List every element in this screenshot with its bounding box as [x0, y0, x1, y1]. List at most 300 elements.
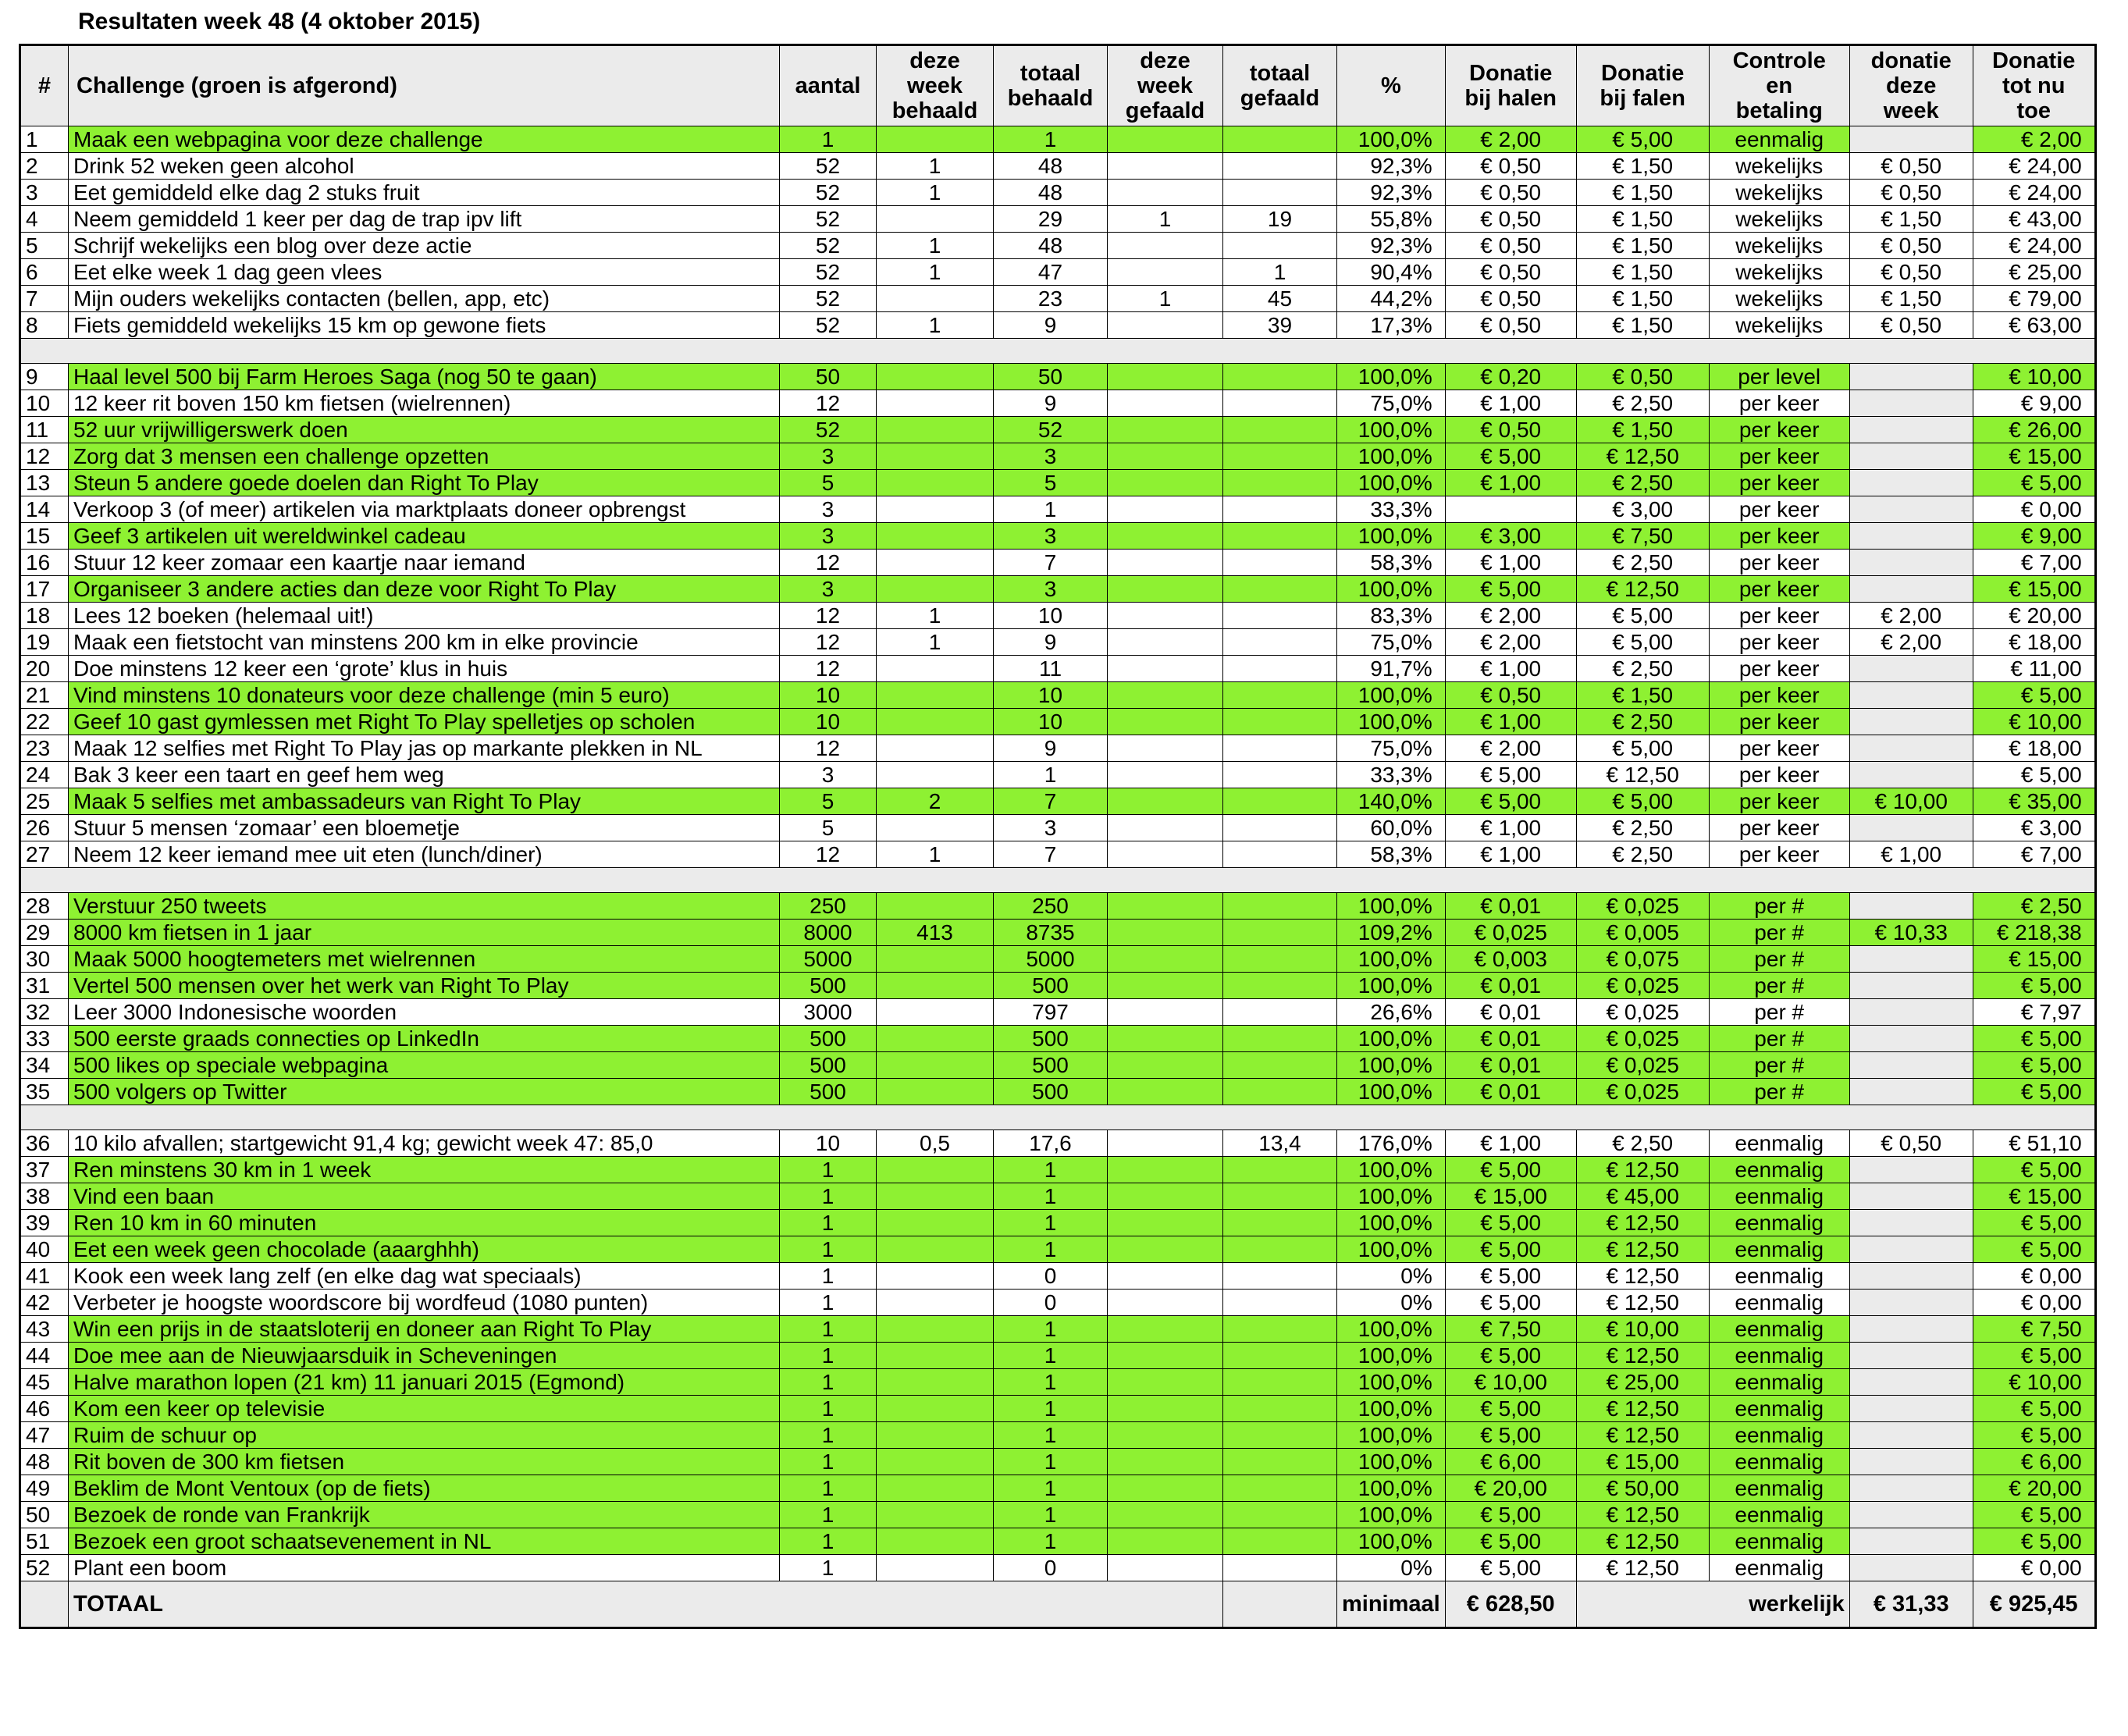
cell-donatie-falen: € 15,00: [1576, 1449, 1709, 1475]
cell-controle: per keer: [1709, 603, 1849, 629]
cell-aantal: 1: [780, 1528, 877, 1555]
cell-aantal: 12: [780, 629, 877, 656]
cell-donatie-falen: € 12,50: [1576, 1422, 1709, 1449]
table-header: [20, 45, 2096, 126]
cell-challenge: Maak een webpagina voor deze challenge: [69, 126, 780, 153]
cell-percentage: 33,3%: [1337, 496, 1446, 523]
table-row: [20, 576, 2096, 603]
cell-donatie-falen: € 50,00: [1576, 1475, 1709, 1502]
cell-nr: 6: [20, 259, 69, 286]
cell-donatie-halen: € 2,00: [1445, 126, 1576, 153]
cell-tot-nu-toe: € 5,00: [1973, 1052, 2095, 1079]
header-line: toe: [2016, 98, 2051, 123]
cell-week-gefaald: [1108, 470, 1223, 496]
cell-donatie-week: [1849, 443, 1973, 470]
cell-challenge: 12 keer rit boven 150 km fietsen (wielrennen): [69, 390, 780, 417]
cell-donatie-week: [1849, 126, 1973, 153]
cell-donatie-week: [1849, 1369, 1973, 1396]
cell-totaal-behaald: 500: [994, 1026, 1108, 1052]
cell-totaal-behaald: 1: [994, 1475, 1108, 1502]
cell-totaal-behaald: 7: [994, 788, 1108, 815]
table-row: [20, 735, 2096, 762]
cell-totaal-gefaald: [1223, 893, 1337, 920]
cell-week-gefaald: [1108, 364, 1223, 390]
cell-nr: 50: [20, 1502, 69, 1528]
cell-aantal: 1: [780, 1210, 877, 1236]
cell-donatie-halen: € 0,50: [1445, 180, 1576, 206]
table-row: [20, 893, 2096, 920]
cell-tot-nu-toe: € 5,00: [1973, 1236, 2095, 1263]
header-line: Challenge (groen is afgerond): [77, 73, 397, 98]
cell-donatie-falen: € 0,025: [1576, 999, 1709, 1026]
cell-tot-nu-toe: € 20,00: [1973, 1475, 2095, 1502]
cell-controle: per keer: [1709, 523, 1849, 550]
cell-donatie-falen: € 2,50: [1576, 656, 1709, 682]
cell-percentage: 100,0%: [1337, 443, 1446, 470]
header-line: en: [1766, 73, 1793, 98]
cell-percentage: 58,3%: [1337, 550, 1446, 576]
totals-blank: [1223, 1581, 1337, 1628]
cell-aantal: 1: [780, 1475, 877, 1502]
cell-totaal-behaald: 500: [994, 1052, 1108, 1079]
cell-week-gefaald: [1108, 1528, 1223, 1555]
cell-controle: per keer: [1709, 788, 1849, 815]
cell-controle: eenmalig: [1709, 1236, 1849, 1263]
cell-challenge: Maak 5 selfies met ambassadeurs van Right To Play: [69, 788, 780, 815]
cell-totaal-behaald: 48: [994, 153, 1108, 180]
cell-challenge: Vind een baan: [69, 1183, 780, 1210]
cell-donatie-week: € 1,50: [1849, 286, 1973, 312]
cell-week-gefaald: [1108, 1263, 1223, 1290]
table-row: [20, 920, 2096, 946]
cell-donatie-falen: € 1,50: [1576, 259, 1709, 286]
cell-nr: 11: [20, 417, 69, 443]
cell-nr: 27: [20, 841, 69, 868]
cell-week-gefaald: [1108, 153, 1223, 180]
table-row: [20, 206, 2096, 233]
cell-challenge: Maak een fietstocht van minstens 200 km in elke provincie: [69, 629, 780, 656]
cell-challenge: Steun 5 andere goede doelen dan Right To Play: [69, 470, 780, 496]
cell-donatie-falen: € 10,00: [1576, 1316, 1709, 1343]
header-deze-week-behaald: [877, 45, 994, 126]
cell-week-gefaald: [1108, 576, 1223, 603]
cell-challenge: Vind minstens 10 donateurs voor deze challenge (min 5 euro): [69, 682, 780, 709]
cell-donatie-week: [1849, 470, 1973, 496]
cell-week-behaald: [877, 1079, 994, 1105]
cell-totaal-gefaald: [1223, 1157, 1337, 1183]
table-row: [20, 788, 2096, 815]
cell-tot-nu-toe: € 15,00: [1973, 443, 2095, 470]
cell-donatie-falen: € 12,50: [1576, 1157, 1709, 1183]
cell-nr: 41: [20, 1263, 69, 1290]
header-line: totaal: [1249, 61, 1311, 86]
cell-week-gefaald: [1108, 1475, 1223, 1502]
cell-totaal-gefaald: [1223, 153, 1337, 180]
cell-controle: eenmalig: [1709, 1422, 1849, 1449]
cell-totaal-behaald: 0: [994, 1555, 1108, 1581]
cell-tot-nu-toe: € 5,00: [1973, 1396, 2095, 1422]
cell-tot-nu-toe: € 7,00: [1973, 841, 2095, 868]
table-row: [20, 1528, 2096, 1555]
cell-week-behaald: [877, 1316, 994, 1343]
cell-percentage: 100,0%: [1337, 1528, 1446, 1555]
cell-controle: per keer: [1709, 417, 1849, 443]
cell-controle: wekelijks: [1709, 259, 1849, 286]
cell-donatie-halen: € 0,20: [1445, 364, 1576, 390]
cell-donatie-halen: € 5,00: [1445, 788, 1576, 815]
cell-donatie-falen: € 12,50: [1576, 1210, 1709, 1236]
cell-percentage: 100,0%: [1337, 1236, 1446, 1263]
cell-week-behaald: 2: [877, 788, 994, 815]
cell-controle: eenmalig: [1709, 1263, 1849, 1290]
cell-donatie-week: [1849, 893, 1973, 920]
cell-donatie-week: [1849, 1026, 1973, 1052]
header-line: Donatie: [1992, 48, 2076, 73]
cell-challenge: 10 kilo afvallen; startgewicht 91,4 kg; gewicht week 47: 85,0: [69, 1130, 780, 1157]
cell-nr: 29: [20, 920, 69, 946]
cell-totaal-behaald: 10: [994, 682, 1108, 709]
cell-nr: 34: [20, 1052, 69, 1079]
cell-controle: per keer: [1709, 470, 1849, 496]
header-line: deze: [1140, 48, 1190, 73]
cell-donatie-falen: € 2,50: [1576, 815, 1709, 841]
cell-donatie-falen: € 1,50: [1576, 180, 1709, 206]
cell-challenge: 500 likes op speciale webpagina: [69, 1052, 780, 1079]
cell-nr: 43: [20, 1316, 69, 1343]
header-line: Donatie: [1601, 61, 1685, 86]
cell-challenge: Ren minstens 30 km in 1 week: [69, 1157, 780, 1183]
cell-controle: wekelijks: [1709, 180, 1849, 206]
cell-aantal: 500: [780, 1079, 877, 1105]
cell-donatie-halen: € 5,00: [1445, 1290, 1576, 1316]
cell-totaal-gefaald: [1223, 496, 1337, 523]
cell-tot-nu-toe: € 43,00: [1973, 206, 2095, 233]
cell-donatie-week: [1849, 1555, 1973, 1581]
cell-totaal-gefaald: [1223, 946, 1337, 973]
cell-week-behaald: 1: [877, 180, 994, 206]
cell-donatie-halen: € 0,01: [1445, 973, 1576, 999]
cell-nr: 47: [20, 1422, 69, 1449]
cell-totaal-gefaald: [1223, 629, 1337, 656]
cell-week-behaald: [877, 1343, 994, 1369]
header-donatie-bij-halen: [1445, 45, 1576, 126]
cell-percentage: 100,0%: [1337, 1183, 1446, 1210]
cell-nr: 13: [20, 470, 69, 496]
cell-totaal-behaald: 5000: [994, 946, 1108, 973]
cell-controle: per keer: [1709, 496, 1849, 523]
cell-totaal-gefaald: [1223, 1369, 1337, 1396]
cell-aantal: 52: [780, 417, 877, 443]
cell-donatie-halen: € 1,00: [1445, 841, 1576, 868]
cell-totaal-gefaald: [1223, 1210, 1337, 1236]
cell-donatie-week: € 10,00: [1849, 788, 1973, 815]
cell-aantal: 12: [780, 841, 877, 868]
cell-totaal-gefaald: 13,4: [1223, 1130, 1337, 1157]
table-row: [20, 470, 2096, 496]
cell-challenge: Mijn ouders wekelijks contacten (bellen, app, etc): [69, 286, 780, 312]
totals-spacer: [20, 1581, 69, 1628]
cell-totaal-gefaald: [1223, 735, 1337, 762]
cell-totaal-behaald: 48: [994, 180, 1108, 206]
cell-totaal-behaald: 29: [994, 206, 1108, 233]
table-row: [20, 1555, 2096, 1581]
cell-donatie-falen: € 0,50: [1576, 364, 1709, 390]
cell-week-behaald: 1: [877, 233, 994, 259]
cell-totaal-behaald: 1: [994, 1183, 1108, 1210]
cell-nr: 12: [20, 443, 69, 470]
cell-percentage: 44,2%: [1337, 286, 1446, 312]
cell-aantal: 5: [780, 788, 877, 815]
cell-donatie-halen: € 1,00: [1445, 470, 1576, 496]
cell-aantal: 52: [780, 312, 877, 339]
cell-challenge: Doe minstens 12 keer een ‘grote’ klus in huis: [69, 656, 780, 682]
cell-totaal-gefaald: [1223, 364, 1337, 390]
cell-percentage: 100,0%: [1337, 523, 1446, 550]
cell-donatie-week: [1849, 762, 1973, 788]
cell-totaal-gefaald: [1223, 603, 1337, 629]
cell-donatie-falen: € 0,025: [1576, 893, 1709, 920]
cell-aantal: 1: [780, 1449, 877, 1475]
cell-donatie-week: [1849, 1052, 1973, 1079]
cell-nr: 30: [20, 946, 69, 973]
cell-nr: 35: [20, 1079, 69, 1105]
cell-nr: 16: [20, 550, 69, 576]
cell-donatie-week: [1849, 1449, 1973, 1475]
cell-aantal: 12: [780, 735, 877, 762]
cell-nr: 24: [20, 762, 69, 788]
cell-donatie-week: € 0,50: [1849, 1130, 1973, 1157]
cell-totaal-gefaald: [1223, 1263, 1337, 1290]
cell-donatie-halen: € 0,50: [1445, 233, 1576, 259]
cell-week-gefaald: [1108, 1555, 1223, 1581]
cell-totaal-gefaald: [1223, 576, 1337, 603]
cell-totaal-behaald: 9: [994, 390, 1108, 417]
cell-controle: eenmalig: [1709, 1290, 1849, 1316]
cell-week-behaald: [877, 364, 994, 390]
cell-aantal: 12: [780, 390, 877, 417]
cell-controle: eenmalig: [1709, 1449, 1849, 1475]
cell-donatie-falen: € 1,50: [1576, 417, 1709, 443]
cell-controle: per keer: [1709, 841, 1849, 868]
table-row: [20, 603, 2096, 629]
cell-donatie-falen: € 2,50: [1576, 550, 1709, 576]
cell-challenge: Zorg dat 3 mensen een challenge opzetten: [69, 443, 780, 470]
cell-totaal-gefaald: [1223, 390, 1337, 417]
cell-week-gefaald: [1108, 1396, 1223, 1422]
cell-donatie-halen: € 5,00: [1445, 1555, 1576, 1581]
cell-controle: eenmalig: [1709, 1475, 1849, 1502]
cell-totaal-behaald: 1: [994, 1422, 1108, 1449]
cell-tot-nu-toe: € 63,00: [1973, 312, 2095, 339]
cell-donatie-halen: € 0,01: [1445, 1026, 1576, 1052]
totals-label: TOTAAL: [69, 1581, 1223, 1628]
cell-donatie-week: [1849, 1502, 1973, 1528]
table-row: [20, 286, 2096, 312]
cell-week-behaald: 1: [877, 629, 994, 656]
cell-donatie-week: [1849, 1422, 1973, 1449]
cell-challenge: Vertel 500 mensen over het werk van Right To Play: [69, 973, 780, 999]
cell-donatie-halen: € 0,50: [1445, 682, 1576, 709]
cell-percentage: 176,0%: [1337, 1130, 1446, 1157]
cell-totaal-behaald: 7: [994, 550, 1108, 576]
cell-donatie-falen: € 12,50: [1576, 1555, 1709, 1581]
table-row: [20, 1449, 2096, 1475]
table-row: [20, 1502, 2096, 1528]
cell-week-behaald: 1: [877, 153, 994, 180]
cell-totaal-behaald: 3: [994, 815, 1108, 841]
header-donatie-deze-week: [1849, 45, 1973, 126]
cell-donatie-week: € 10,33: [1849, 920, 1973, 946]
cell-challenge: Maak 12 selfies met Right To Play jas op markante plekken in NL: [69, 735, 780, 762]
cell-week-gefaald: [1108, 762, 1223, 788]
cell-week-gefaald: [1108, 1290, 1223, 1316]
cell-tot-nu-toe: € 2,50: [1973, 893, 2095, 920]
header-nr: [20, 45, 69, 126]
cell-totaal-gefaald: [1223, 1052, 1337, 1079]
cell-donatie-halen: € 0,50: [1445, 312, 1576, 339]
cell-controle: eenmalig: [1709, 1130, 1849, 1157]
cell-week-behaald: [877, 656, 994, 682]
cell-donatie-halen: € 15,00: [1445, 1183, 1576, 1210]
cell-nr: 46: [20, 1396, 69, 1422]
cell-totaal-behaald: 0: [994, 1263, 1108, 1290]
cell-totaal-behaald: 1: [994, 1528, 1108, 1555]
cell-totaal-behaald: 23: [994, 286, 1108, 312]
cell-controle: wekelijks: [1709, 153, 1849, 180]
cell-tot-nu-toe: € 51,10: [1973, 1130, 2095, 1157]
cell-donatie-halen: € 5,00: [1445, 1236, 1576, 1263]
table-row: [20, 709, 2096, 735]
cell-aantal: 1: [780, 1343, 877, 1369]
cell-donatie-falen: € 1,50: [1576, 312, 1709, 339]
cell-week-behaald: [877, 1157, 994, 1183]
cell-controle: per #: [1709, 1079, 1849, 1105]
cell-donatie-week: [1849, 1079, 1973, 1105]
cell-donatie-falen: € 5,00: [1576, 735, 1709, 762]
cell-challenge: Eet een week geen chocolade (aaarghhh): [69, 1236, 780, 1263]
cell-donatie-week: [1849, 709, 1973, 735]
cell-totaal-gefaald: [1223, 233, 1337, 259]
cell-donatie-falen: € 2,50: [1576, 1130, 1709, 1157]
cell-week-gefaald: [1108, 788, 1223, 815]
cell-donatie-falen: € 5,00: [1576, 788, 1709, 815]
table-row: [20, 233, 2096, 259]
header-line: betaling: [1735, 98, 1823, 123]
cell-percentage: 100,0%: [1337, 1422, 1446, 1449]
cell-week-gefaald: [1108, 1422, 1223, 1449]
cell-challenge: Kom een keer op televisie: [69, 1396, 780, 1422]
cell-week-gefaald: [1108, 815, 1223, 841]
cell-donatie-week: [1849, 1343, 1973, 1369]
table-row: [20, 259, 2096, 286]
cell-challenge: Stuur 5 mensen ‘zomaar’ een bloemetje: [69, 815, 780, 841]
cell-week-behaald: [877, 1449, 994, 1475]
cell-week-gefaald: [1108, 312, 1223, 339]
cell-donatie-week: [1849, 1475, 1973, 1502]
cell-challenge: Bak 3 keer een taart en geef hem weg: [69, 762, 780, 788]
cell-donatie-falen: € 5,00: [1576, 629, 1709, 656]
cell-controle: eenmalig: [1709, 1343, 1849, 1369]
cell-totaal-behaald: 797: [994, 999, 1108, 1026]
cell-donatie-halen: € 1,00: [1445, 815, 1576, 841]
cell-controle: eenmalig: [1709, 1210, 1849, 1236]
cell-aantal: 1: [780, 1236, 877, 1263]
table-row: [20, 1290, 2096, 1316]
cell-nr: 14: [20, 496, 69, 523]
cell-totaal-behaald: 10: [994, 709, 1108, 735]
cell-controle: per keer: [1709, 576, 1849, 603]
cell-totaal-gefaald: [1223, 815, 1337, 841]
cell-donatie-halen: € 0,01: [1445, 1079, 1576, 1105]
table-row: [20, 1052, 2096, 1079]
cell-donatie-halen: € 5,00: [1445, 576, 1576, 603]
cell-aantal: 5: [780, 815, 877, 841]
cell-donatie-week: [1849, 1528, 1973, 1555]
cell-challenge: Kook een week lang zelf (en elke dag wat speciaals): [69, 1263, 780, 1290]
header-line: gefaald: [1240, 86, 1320, 111]
cell-challenge: 500 eerste graads connecties op LinkedIn: [69, 1026, 780, 1052]
table-row: [20, 1422, 2096, 1449]
cell-totaal-behaald: 1: [994, 496, 1108, 523]
cell-totaal-gefaald: [1223, 1079, 1337, 1105]
cell-tot-nu-toe: € 9,00: [1973, 390, 2095, 417]
cell-totaal-behaald: 3: [994, 576, 1108, 603]
cell-percentage: 100,0%: [1337, 1475, 1446, 1502]
cell-week-behaald: [877, 1210, 994, 1236]
cell-controle: per #: [1709, 973, 1849, 999]
table-row: [20, 417, 2096, 443]
cell-week-gefaald: 1: [1108, 286, 1223, 312]
cell-week-behaald: 1: [877, 312, 994, 339]
cell-donatie-week: € 0,50: [1849, 180, 1973, 206]
cell-controle: per keer: [1709, 735, 1849, 762]
cell-week-behaald: [877, 815, 994, 841]
cell-donatie-week: [1849, 576, 1973, 603]
cell-percentage: 90,4%: [1337, 259, 1446, 286]
cell-nr: 42: [20, 1290, 69, 1316]
cell-nr: 25: [20, 788, 69, 815]
cell-tot-nu-toe: € 5,00: [1973, 1210, 2095, 1236]
cell-percentage: 100,0%: [1337, 973, 1446, 999]
cell-donatie-falen: € 12,50: [1576, 1236, 1709, 1263]
cell-week-behaald: [877, 1026, 994, 1052]
cell-week-gefaald: [1108, 841, 1223, 868]
cell-donatie-falen: € 1,50: [1576, 682, 1709, 709]
cell-donatie-halen: € 5,00: [1445, 1157, 1576, 1183]
cell-donatie-falen: € 2,50: [1576, 841, 1709, 868]
cell-donatie-falen: € 12,50: [1576, 1528, 1709, 1555]
cell-donatie-halen: € 20,00: [1445, 1475, 1576, 1502]
cell-tot-nu-toe: € 5,00: [1973, 1157, 2095, 1183]
totals-row: [20, 1581, 2096, 1628]
cell-tot-nu-toe: € 7,00: [1973, 550, 2095, 576]
table-row: [20, 1157, 2096, 1183]
cell-nr: 2: [20, 153, 69, 180]
cell-percentage: 100,0%: [1337, 1210, 1446, 1236]
cell-percentage: 140,0%: [1337, 788, 1446, 815]
cell-aantal: 3: [780, 576, 877, 603]
cell-week-gefaald: [1108, 1316, 1223, 1343]
cell-aantal: 12: [780, 550, 877, 576]
cell-aantal: 500: [780, 1052, 877, 1079]
cell-totaal-behaald: 7: [994, 841, 1108, 868]
cell-aantal: 250: [780, 893, 877, 920]
cell-totaal-gefaald: [1223, 523, 1337, 550]
cell-week-gefaald: [1108, 1130, 1223, 1157]
cell-aantal: 1: [780, 1396, 877, 1422]
cell-tot-nu-toe: € 15,00: [1973, 946, 2095, 973]
cell-donatie-halen: € 5,00: [1445, 1396, 1576, 1422]
